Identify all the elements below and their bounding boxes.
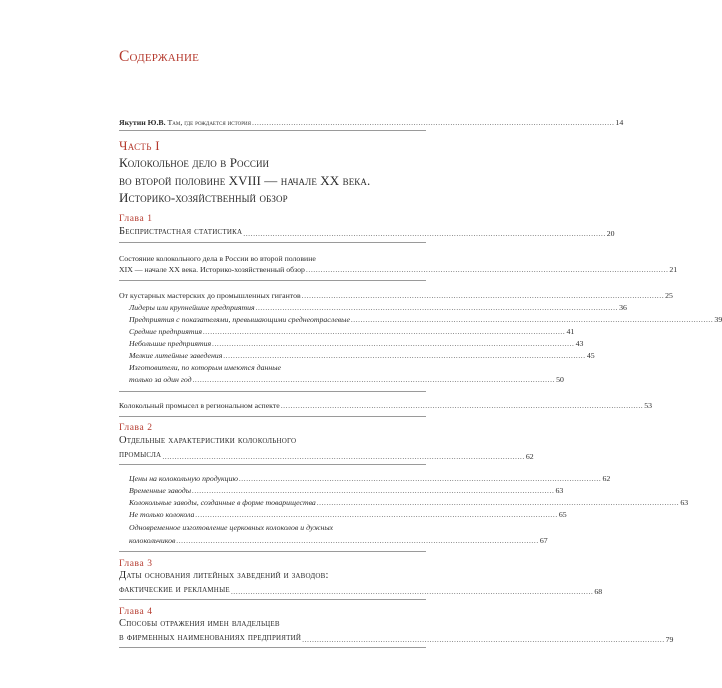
chapter-label: Глава 4	[119, 607, 153, 617]
toc-heading: Содержание	[119, 48, 200, 65]
entry-text: Средние предприятия	[129, 327, 202, 336]
toc-entry-mid[interactable]	[129, 326, 575, 337]
dot-leader: ....................................................................................................................................................	[176, 536, 539, 545]
entry-text: Небольшие предприятия	[129, 339, 212, 348]
page-number: 20	[606, 229, 615, 238]
dot-leader: ....................................................................................................................................................	[230, 587, 594, 596]
toc-entry-makers-line1: Изготовители, по которым имеются данные	[129, 363, 281, 372]
dot-leader: ....................................................................................................................................................	[302, 635, 665, 644]
toc-entry-makers[interactable]	[129, 374, 564, 385]
toc-entry-leaders[interactable]	[129, 302, 627, 313]
page-number: 36	[619, 303, 627, 312]
toc-entry-above[interactable]	[129, 314, 722, 325]
page-number: 21	[669, 265, 678, 274]
entry-text: Не только колокола	[129, 510, 195, 519]
page-number: 63	[680, 498, 689, 507]
toc-entry-kustar[interactable]	[119, 290, 673, 301]
toc-entry-chapter-3[interactable]	[119, 583, 603, 597]
toc-entry-intro[interactable]	[119, 117, 624, 128]
chapter-title: фактические и рекламные	[119, 584, 230, 595]
toc-entry-chapter-4[interactable]	[119, 631, 674, 645]
toc-entry-partner[interactable]	[129, 497, 689, 508]
dot-leader: ....................................................................................................................................................	[162, 452, 525, 461]
chapter-title-line1: Даты основания литейных заведений и заводов:	[119, 570, 329, 581]
entry-text: XIX — начале XX века. Историко-хозяйственный обзор	[119, 265, 305, 274]
page-number: 41	[566, 327, 575, 336]
page-number: 50	[556, 375, 564, 384]
page-number: 68	[594, 587, 603, 596]
entry-text: Временные заводы	[129, 486, 192, 495]
dot-leader: ....................................................................................................................................................	[305, 265, 669, 274]
toc-entry-regional[interactable]	[119, 400, 653, 411]
page-number: 39	[714, 315, 722, 324]
dot-leader: ....................................................................................................................................................	[255, 303, 619, 312]
page-number: 79	[665, 635, 674, 644]
chapter-title: в фирменных наименованиях предприятий	[119, 632, 302, 643]
toc-entry-chapter-1[interactable]	[119, 225, 615, 239]
entry-text: Предприятия с показателями, превышающими среднеотраслевые	[129, 315, 350, 324]
toc-entry-chapter-2[interactable]	[119, 448, 534, 462]
intro-author: Якутин Ю.В.	[119, 118, 166, 127]
page-number: 62	[525, 452, 534, 461]
divider	[119, 599, 426, 600]
toc-entry-simul-line1: Одновременное изготовление церковных колоколов и дужных	[129, 523, 334, 532]
part-title-line: во второй половине XVIII — начале XX века.	[119, 172, 371, 188]
divider	[119, 416, 426, 417]
page-number: 67	[539, 536, 548, 545]
chapter-title: промысла	[119, 449, 162, 460]
entry-text: Колокольный промысел в региональном аспекте	[119, 401, 280, 410]
dot-leader: ....................................................................................................................................................	[243, 229, 606, 238]
dot-leader: ....................................................................................................................................................	[251, 118, 615, 127]
toc-entry-prices[interactable]	[129, 473, 611, 484]
chapter-title: Беспристрастная статистика	[119, 226, 243, 237]
divider	[119, 551, 426, 552]
divider	[119, 130, 426, 131]
entry-text: Лидеры или крупнейшие предприятия	[129, 303, 255, 312]
dot-leader: ....................................................................................................................................................	[238, 474, 602, 483]
dot-leader: ....................................................................................................................................................	[192, 486, 555, 495]
toc-entry-temp[interactable]	[129, 485, 564, 496]
toc-entry-notonly[interactable]	[129, 509, 567, 520]
toc-entry-state-line1: Состояние колокольного дела в России во второй половине	[119, 254, 316, 263]
entry-text: колокольчиков	[129, 536, 176, 545]
part-title-line: Историко-хозяйственный обзор	[119, 190, 288, 205]
chapter-label: Глава 1	[119, 214, 153, 224]
dot-leader: ....................................................................................................................................................	[316, 498, 680, 507]
divider	[119, 391, 426, 392]
page-number: 45	[586, 351, 595, 360]
dot-leader: ....................................................................................................................................................	[212, 339, 575, 348]
intro-title: Там, где рождается история	[167, 118, 251, 127]
dot-leader: ....................................................................................................................................................	[195, 510, 558, 519]
toc-entry-simul[interactable]	[129, 535, 548, 546]
entry-text: От кустарных мастерских до промышленных гигантов	[119, 291, 301, 300]
toc-entry-small[interactable]	[129, 338, 584, 349]
chapter-label: Глава 2	[119, 423, 153, 433]
page-number: 62	[602, 474, 611, 483]
chapter-label: Глава 3	[119, 559, 153, 569]
dot-leader: ....................................................................................................................................................	[192, 375, 556, 384]
page-number: 65	[558, 510, 567, 519]
part-label: Часть I	[119, 138, 160, 153]
dot-leader: ....................................................................................................................................................	[202, 327, 566, 336]
dot-leader: ....................................................................................................................................................	[280, 401, 644, 410]
entry-text: только за один год	[129, 375, 192, 384]
toc-entry-state[interactable]	[119, 264, 678, 275]
page-number: 53	[644, 401, 653, 410]
page-number: 25	[665, 291, 673, 300]
part-title	[119, 154, 370, 207]
page-number: 63	[555, 486, 564, 495]
entry-text: Мелкие литейные заведения	[129, 351, 223, 360]
part-title-line: Колокольное дело в России	[119, 155, 270, 170]
divider	[119, 280, 426, 281]
dot-leader: ....................................................................................................................................................	[350, 315, 714, 324]
dot-leader: ....................................................................................................................................................	[301, 291, 665, 300]
chapter-title-line1: Отдельные характеристики колокольного	[119, 435, 297, 446]
divider	[119, 647, 426, 648]
divider	[119, 242, 426, 243]
toc-entry-tiny[interactable]	[129, 350, 595, 361]
entry-text: Колокольные заводы, созданные в форме товарищества	[129, 498, 316, 507]
page-number: 43	[575, 339, 584, 348]
page-number: 14	[615, 118, 624, 127]
dot-leader: ....................................................................................................................................................	[223, 351, 586, 360]
entry-text: Цены на колокольную продукцию	[129, 474, 238, 483]
divider	[119, 464, 426, 465]
chapter-title-line1: Способы отражения имен владельцев	[119, 618, 280, 629]
